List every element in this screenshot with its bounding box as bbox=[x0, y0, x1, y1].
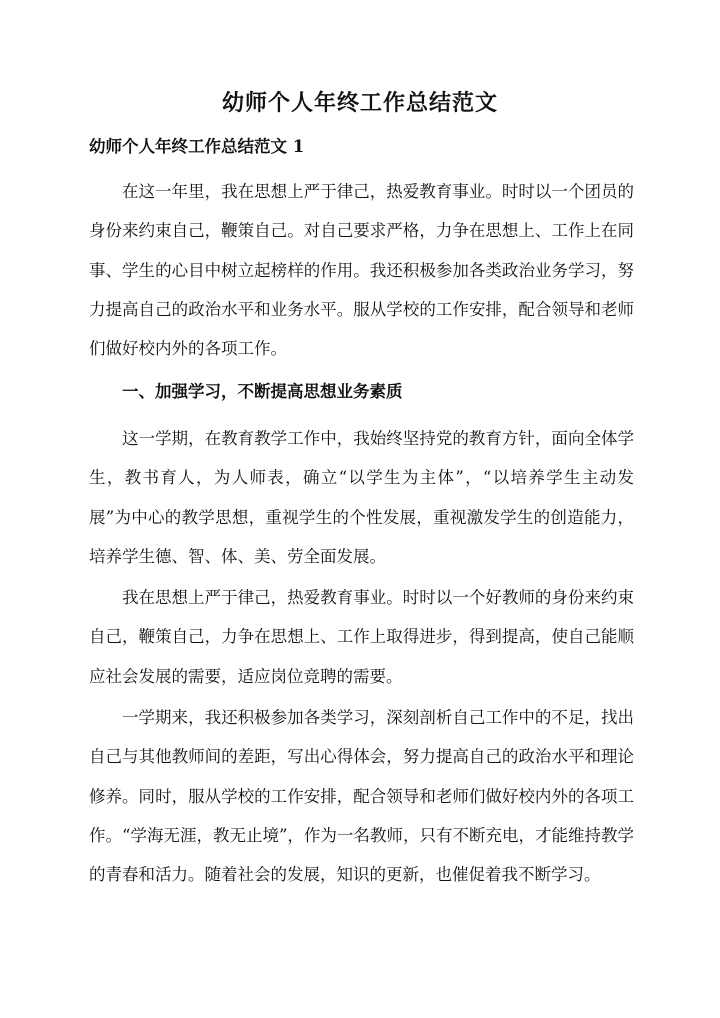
document-title: 幼师个人年终工作总结范文 bbox=[221, 90, 498, 116]
paragraph-1: 在这一年里，我在思想上严于律己，热爱教育事业。时时以一个团员的身份来约束自己，鞭策自己。对自己要求严格，力争在思想上、工作上在同事、学生的心目中树立起榜样的作用。我还积极参加各类政治业务学习，努力提高自己的政治水平和业务水平。服从学校的工作安排，配合领导和老师们做好校内外的各项工作。 bbox=[89, 182, 634, 359]
subheading-1: 一、加强学习，不断提高思想业务素质 bbox=[122, 382, 403, 401]
paragraph-2: 这一学期，在教育教学工作中，我始终坚持党的教育方针，面向全体学生，教书育人，为人师表，确立“以学生为主体”，“以培养学生主动发展”为中心的教学思想，重视学生的个性发展，重视激发学生的创造能力，培养学生德、智、体、美、劳全面发展。 bbox=[89, 429, 634, 566]
section-title: 幼师个人年终工作总结范文 1 bbox=[89, 137, 305, 156]
paragraph-3: 我在思想上严于律己，热爱教育事业。时时以一个好教师的身份来约束自己，鞭策自己，力争在思想上、工作上取得进步，得到提高，使自己能顺应社会发展的需要，适应岗位竞聘的需要。 bbox=[89, 588, 634, 686]
paragraph-4: 一学期来，我还积极参加各类学习，深刻剖析自己工作中的不足，找出自己与其他教师间的差距，写出心得体会，努力提高自己的政治水平和理论修养。同时，服从学校的工作安排，配合领导和老师们做好校内外的各项工作。“学海无涯，教无止境”，作为一名教师，只有不断充电，才能维持教学的青春和活力。随着社会的发展，知识的更新，也催促着我不断学习。 bbox=[89, 708, 634, 885]
